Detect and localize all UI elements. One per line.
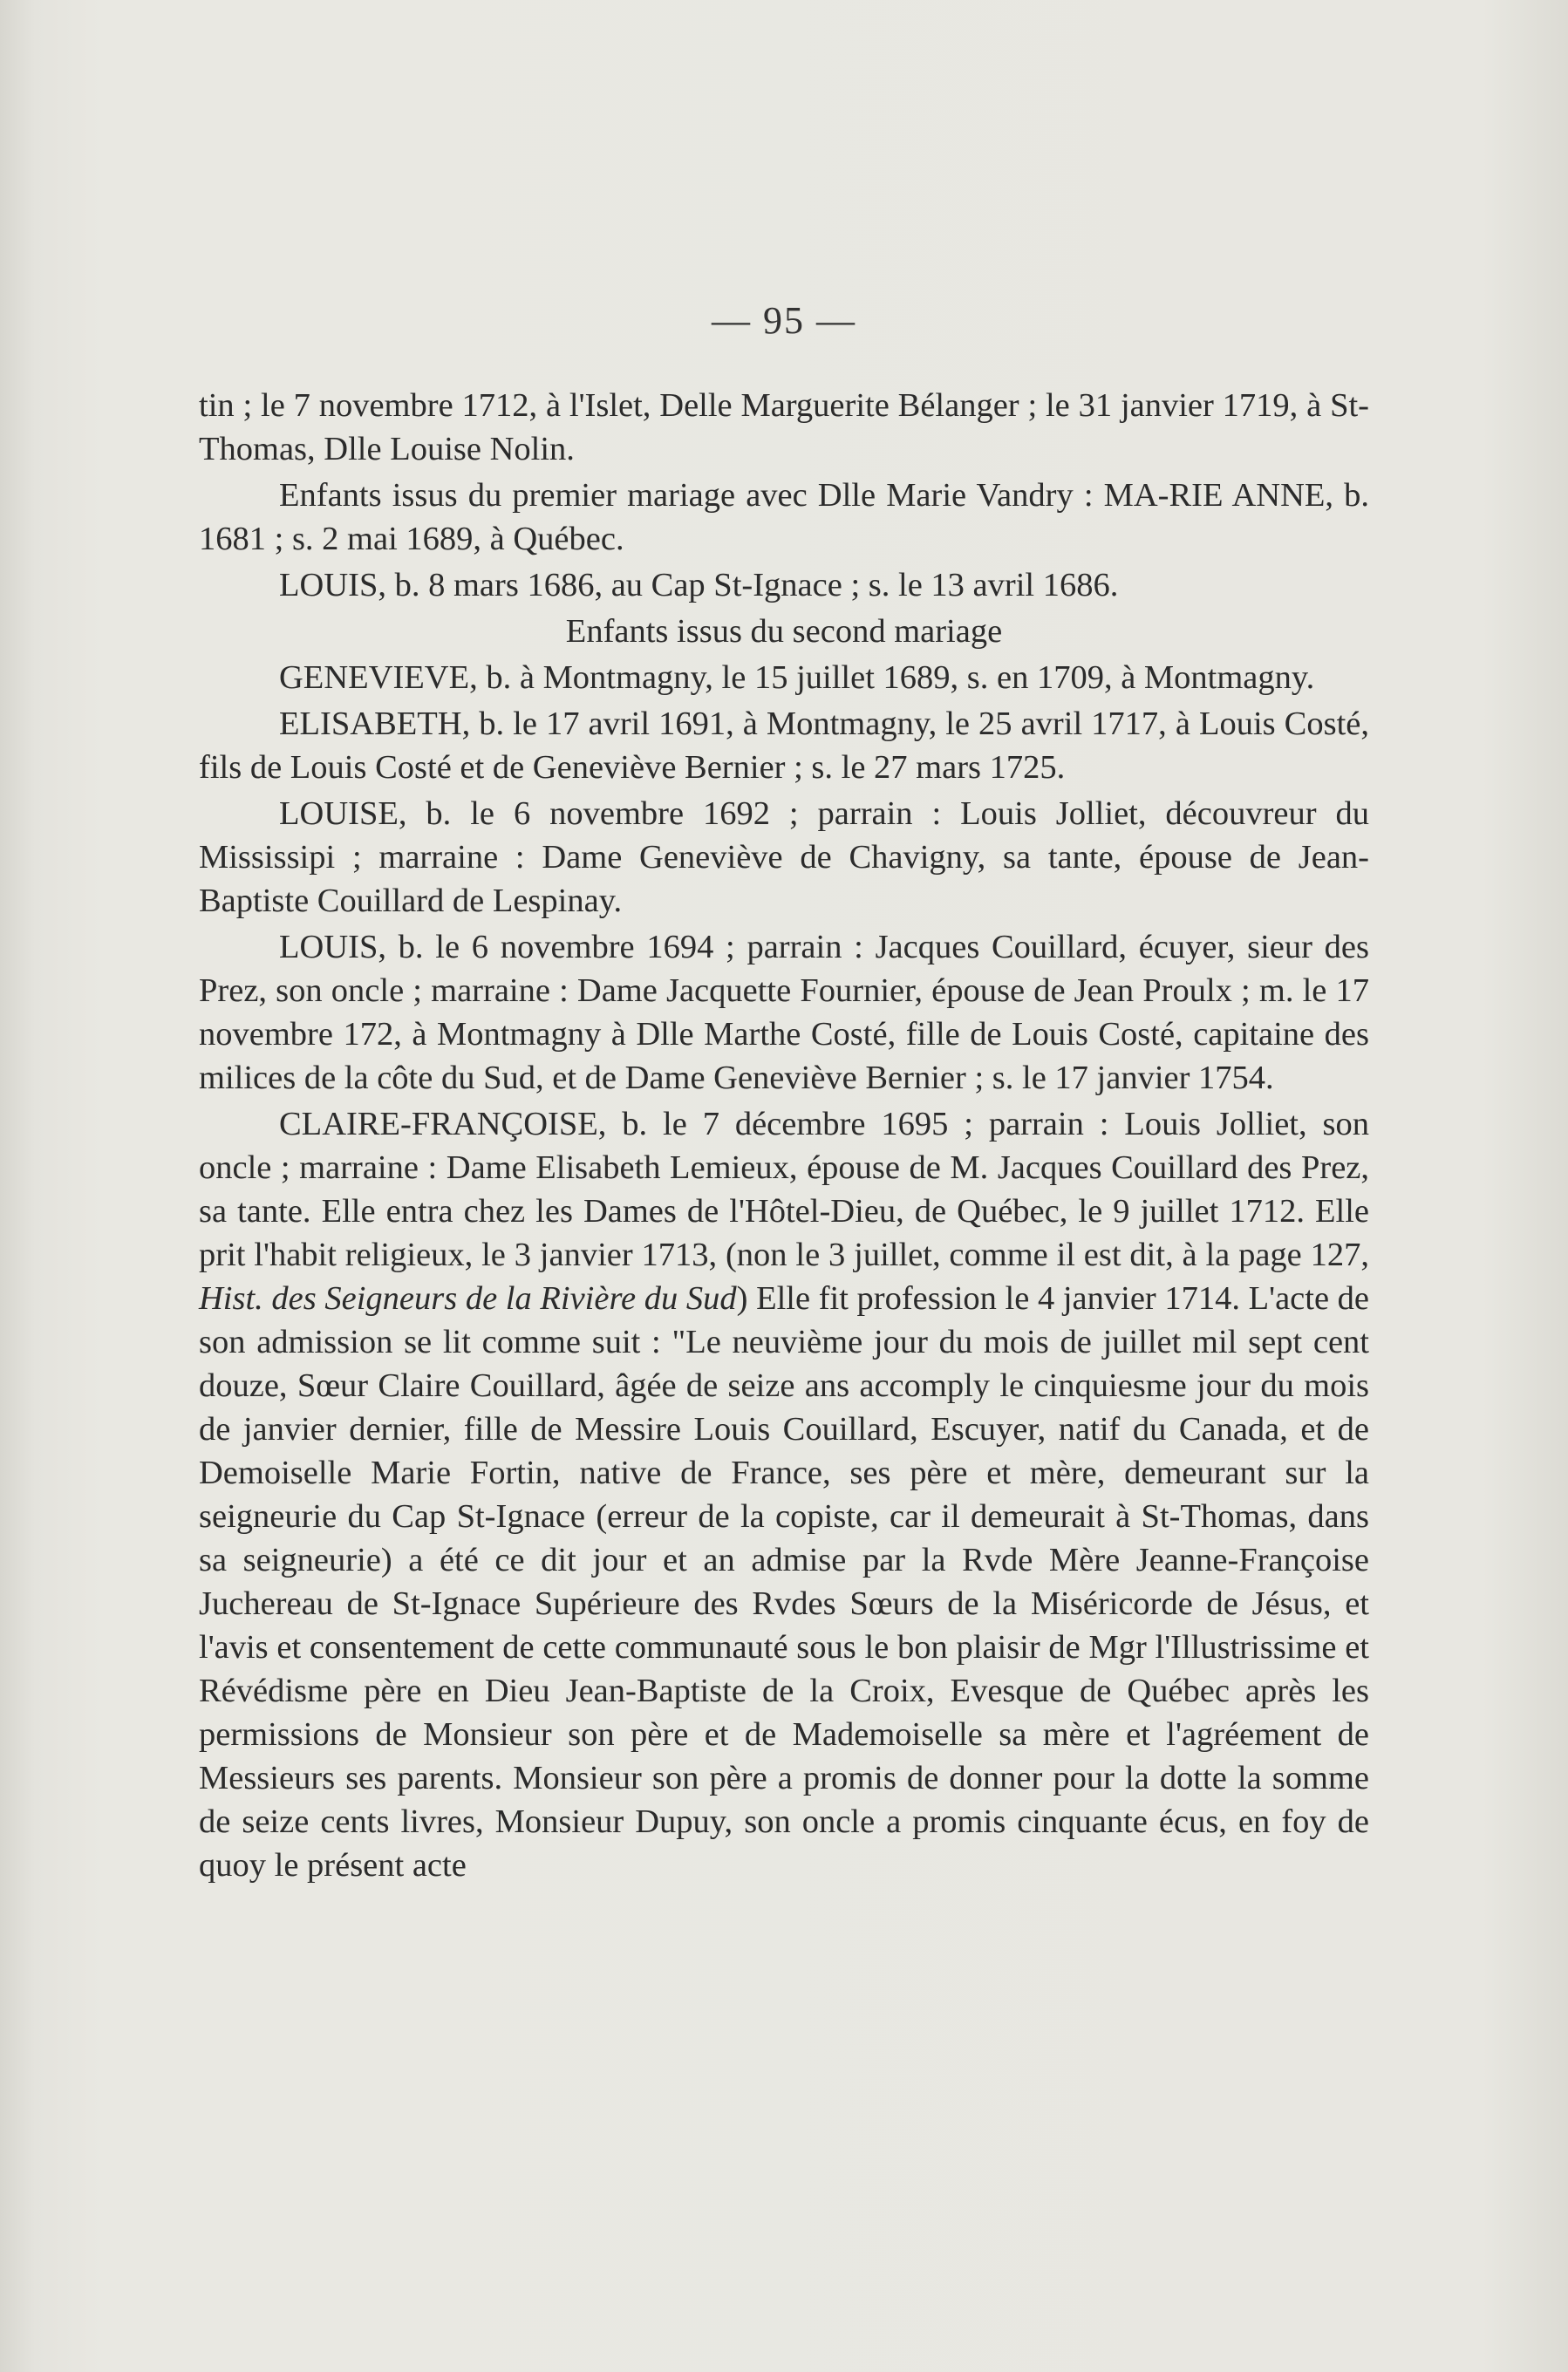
paragraph-first-marriage-children: Enfants issus du premier mariage avec Dlle Marie Vandry : MA-RIE ANNE, b. 1681 ; s. 2 mai 1689, à Québec. xyxy=(199,477,1369,557)
claire-francoise-text-end: ) Elle fit profession le 4 janvier 1714. L'acte de son admission se lit comme suit : "Le neuvième jour du mois de juillet mil sept cent douze, Sœur Claire Couillard, âgée de seize ans accomply le cinquiesme jour du mois de janvier dernier, fille de Messire Louis Couillard, Escuyer, natif du Canada, et de Demoiselle Marie Fortin, native de France, ses père et mère, demeurant sur la seigneurie du Cap St-Ignace (erreur de la copiste, car il demeurait à St-Thomas, dans sa seigneurie) a été ce dit jour et an admise par la Rvde Mère Jeanne-Françoise Juchereau de St-Ignace Supérieure des Rvdes Sœurs de la Miséricorde de Jésus, et l'avis et consentement de cette communauté sous le bon plaisir de Mgr l'Illustrissime et Révédisme père en Dieu Jean-Baptiste de la Croix, Evesque de Québec après les permissions de Monsieur son père et de Mademoiselle sa mère et l'agréement de Messieurs ses parents. Monsieur son père a promis de donner pour la dotte la somme de seize cents livres, Monsieur Dupuy, son oncle a promis cinquante écus, en foy de quoy le présent acte xyxy=(199,1280,1369,1884)
claire-francoise-text-start: CLAIRE-FRANÇOISE, b. le 7 décembre 1695 ; parrain : Louis Jolliet, son oncle ; marraine : Dame Elisabeth Lemieux, épouse de M. Jacques Couillard des Prez, sa tante. Elle entra chez les Dames de l'Hôtel-Dieu, de Québec, le 9 juillet 1712. Elle prit l'habit religieux, le 3 janvier 1713, (non le 3 juillet, comme il est dit, à la page 127, xyxy=(199,1106,1369,1273)
paragraph-continuation: tin ; le 7 novembre 1712, à l'Islet, Delle Marguerite Bélanger ; le 31 janvier 1719, à St-Thomas, Dlle Louise Nolin. xyxy=(199,387,1369,467)
body-text xyxy=(199,384,1369,1890)
paragraph-genevieve: GENEVIEVE, b. à Montmagny, le 15 juillet 1689, s. en 1709, à Montmagny. xyxy=(279,659,1315,696)
section-heading-second-marriage: Enfants issus du second mariage xyxy=(565,613,1003,650)
paragraph-elisabeth: ELISABETH, b. le 17 avril 1691, à Montmagny, le 25 avril 1717, à Louis Costé, fils de Louis Costé et de Geneviève Bernier ; s. le 27 mars 1725. xyxy=(199,705,1369,786)
paragraph-louis-1694: LOUIS, b. le 6 novembre 1694 ; parrain : Jacques Couillard, écuyer, sieur des Prez, son oncle ; marraine : Dame Jacquette Fournier, épouse de Jean Proulx ; m. le 17 novembre 172, à Montmagny à Dlle Marthe Costé, fille de Louis Costé, capitaine des milices de la côte du Sud, et de Dame Geneviève Bernier ; s. le 17 janvier 1754. xyxy=(199,929,1369,1096)
paragraph-claire-francoise xyxy=(199,1102,1369,1887)
paragraph-louis-1686: LOUIS, b. 8 mars 1686, au Cap St-Ignace ; s. le 13 avril 1686. xyxy=(279,567,1119,603)
paragraph-louise: LOUISE, b. le 6 novembre 1692 ; parrain : Louis Jolliet, découvreur du Mississipi ; marraine : Dame Geneviève de Chavigny, sa tante, épouse de Jean-Baptiste Couillard de Lespinay. xyxy=(199,795,1369,919)
page-number: — 95 — xyxy=(712,299,856,342)
book-title-citation: Hist. des Seigneurs de la Rivière du Sud xyxy=(199,1280,737,1317)
